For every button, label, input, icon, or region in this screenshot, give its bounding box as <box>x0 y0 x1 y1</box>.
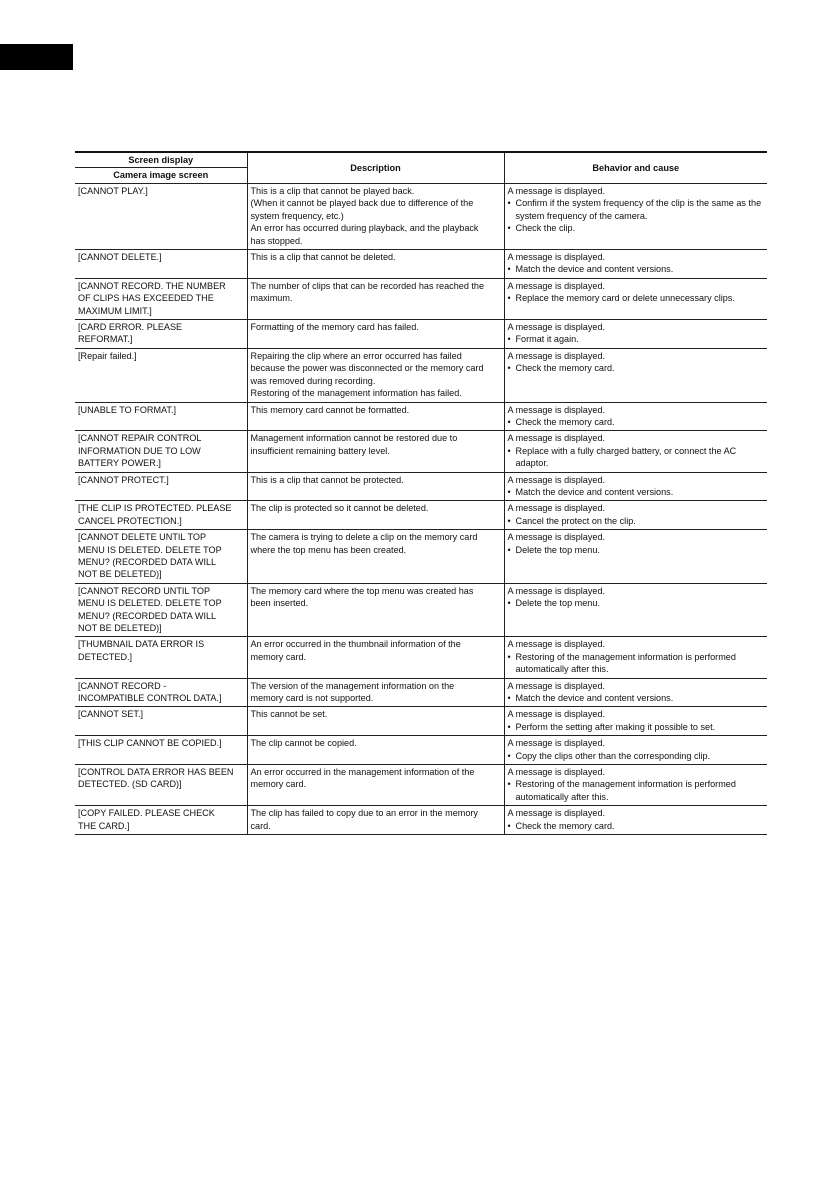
cause-bullet-item: • Copy the clips other than the corresponding clip. <box>508 750 765 762</box>
description-text: was removed during recording. <box>250 375 376 386</box>
description-text: memory card. <box>250 651 307 662</box>
description-text: Formatting of the memory card has failed. <box>250 322 419 333</box>
table-row <box>75 472 767 501</box>
table-row <box>75 530 767 584</box>
description-cell <box>247 583 504 637</box>
behavior-text: A message is displayed. <box>507 322 606 333</box>
screen-display-cell <box>75 530 247 584</box>
screen-display-text: CANCEL PROTECTION.] <box>78 515 182 526</box>
description-text: The clip has failed to copy due to an error in the memory <box>250 808 478 819</box>
screen-display-text: OF CLIPS HAS EXCEEDED THE <box>78 293 214 304</box>
table-row <box>75 278 767 319</box>
screen-display-cell <box>75 278 247 319</box>
screen-display-cell <box>75 678 247 707</box>
screen-display-text: DETECTED. (SD CARD)] <box>78 779 182 790</box>
behavior-text: A message is displayed. <box>507 709 606 720</box>
description-text: The version of the management information on the <box>250 680 455 691</box>
description-cell <box>247 184 504 250</box>
description-cell <box>247 278 504 319</box>
screen-display-cell <box>75 402 247 431</box>
cause-bullet-item: • Cancel the protect on the clip. <box>508 515 765 527</box>
table-row <box>75 348 767 402</box>
screen-display-cell <box>75 637 247 678</box>
description-text: been inserted. <box>250 598 309 609</box>
cause-bullet-item: • Perform the setting after making it possible to set. <box>508 721 765 733</box>
description-text: An error occurred in the thumbnail information of the <box>250 639 461 650</box>
screen-display-cell <box>75 707 247 736</box>
behavior-text: A message is displayed. <box>507 532 606 543</box>
screen-display-text: [CANNOT RECORD UNTIL TOP <box>78 585 211 596</box>
cause-bullet-item: • Restoring of the management information is performed automatically after this. <box>508 651 765 676</box>
description-cell <box>247 348 504 402</box>
description-cell <box>247 530 504 584</box>
behavior-text: A message is displayed. <box>507 767 606 778</box>
description-cell <box>247 765 504 806</box>
description-text: An error has occurred during playback, and the playback <box>250 223 479 234</box>
cause-bullet-item: • Match the device and content versions. <box>508 263 765 275</box>
header-camera-image-screen: Camera image screen <box>75 168 247 184</box>
cause-bullet-item: • Format it again. <box>508 333 765 345</box>
cause-bullet-item: • Confirm if the system frequency of the clip is the same as the system frequency of the camera. <box>508 197 765 222</box>
section-tab-marker <box>0 44 73 70</box>
screen-display-text: MAXIMUM LIMIT.] <box>78 305 152 316</box>
description-text: This cannot be set. <box>250 709 328 720</box>
screen-display-text: [THIS CLIP CANNOT BE COPIED.] <box>78 738 222 749</box>
behavior-cell <box>504 402 767 431</box>
description-text: card. <box>250 820 271 831</box>
screen-display-text: [CANNOT DELETE UNTIL TOP <box>78 532 207 543</box>
table-row <box>75 501 767 530</box>
description-text: The clip is protected so it cannot be deleted. <box>250 503 429 514</box>
header-behavior-and-cause: Behavior and cause <box>504 152 767 184</box>
description-text: maximum. <box>250 293 293 304</box>
behavior-cell <box>504 320 767 349</box>
cause-bullet-item: • Check the memory card. <box>508 416 765 428</box>
screen-display-text: MENU? (RECORDED DATA WILL <box>78 610 217 621</box>
description-text: Management information cannot be restored due to <box>250 433 458 444</box>
screen-display-text: INCOMPATIBLE CONTROL DATA.] <box>78 693 222 704</box>
header-description: Description <box>247 152 504 184</box>
description-text: This memory card cannot be formatted. <box>250 404 410 415</box>
description-cell <box>247 402 504 431</box>
table-row <box>75 402 767 431</box>
description-cell <box>247 501 504 530</box>
description-cell <box>247 637 504 678</box>
behavior-text: A message is displayed. <box>507 639 606 650</box>
table-row <box>75 707 767 736</box>
table-row <box>75 637 767 678</box>
behavior-cell <box>504 736 767 765</box>
behavior-text: A message is displayed. <box>507 680 606 691</box>
screen-display-text: [CARD ERROR. PLEASE <box>78 322 183 333</box>
behavior-cell <box>504 501 767 530</box>
description-cell <box>247 736 504 765</box>
behavior-text: A message is displayed. <box>507 433 606 444</box>
description-cell <box>247 250 504 279</box>
description-text: memory card is not supported. <box>250 693 374 704</box>
description-text: This is a clip that cannot be deleted. <box>250 252 396 263</box>
behavior-text: A message is displayed. <box>507 350 606 361</box>
table-row <box>75 806 767 835</box>
cause-bullet-item: • Check the memory card. <box>508 362 765 374</box>
behavior-cell <box>504 583 767 637</box>
description-text: The clip cannot be copied. <box>250 738 357 749</box>
description-text: where the top menu has been created. <box>250 544 407 555</box>
screen-display-text: [THE CLIP IS PROTECTED. PLEASE <box>78 503 232 514</box>
cause-bullet-item: • Replace the memory card or delete unnecessary clips. <box>508 292 765 304</box>
description-text: The number of clips that can be recorded has reached the <box>250 280 485 291</box>
screen-display-text: MENU IS DELETED. DELETE TOP <box>78 598 222 609</box>
screen-display-text: [CANNOT DELETE.] <box>78 252 162 263</box>
screen-display-text: THE CARD.] <box>78 820 130 831</box>
screen-display-text: INFORMATION DUE TO LOW <box>78 445 201 456</box>
screen-display-text: MENU? (RECORDED DATA WILL <box>78 556 217 567</box>
screen-display-text: [CANNOT SET.] <box>78 709 144 720</box>
behavior-text: A message is displayed. <box>507 280 606 291</box>
behavior-cell <box>504 278 767 319</box>
behavior-cell <box>504 472 767 501</box>
screen-display-cell <box>75 348 247 402</box>
cause-bullet-item: • Replace with a fully charged battery, or connect the AC adaptor. <box>508 445 765 470</box>
behavior-cell <box>504 431 767 472</box>
cause-bullet-item: • Match the device and content versions. <box>508 486 765 498</box>
screen-display-text: [CANNOT RECORD - <box>78 680 167 691</box>
error-message-table-container <box>75 151 767 835</box>
screen-display-text: REFORMAT.] <box>78 334 133 345</box>
behavior-cell <box>504 678 767 707</box>
cause-bullet-item: • Check the clip. <box>508 222 765 234</box>
description-text: Restoring of the management information has failed. <box>250 388 462 399</box>
cause-bullet-item: • Match the device and content versions. <box>508 692 765 704</box>
table-header <box>75 152 767 184</box>
screen-display-cell <box>75 765 247 806</box>
table-row <box>75 184 767 250</box>
screen-display-text: [UNABLE TO FORMAT.] <box>78 404 177 415</box>
screen-display-cell <box>75 806 247 835</box>
description-cell <box>247 806 504 835</box>
description-text: This is a clip that cannot be played back. <box>250 186 415 196</box>
screen-display-text: [THUMBNAIL DATA ERROR IS <box>78 639 205 650</box>
description-text: The camera is trying to delete a clip on the memory card <box>250 532 478 543</box>
behavior-cell <box>504 806 767 835</box>
screen-display-text: MENU IS DELETED. DELETE TOP <box>78 544 222 555</box>
cause-bullet-item: • Check the memory card. <box>508 820 765 832</box>
description-cell <box>247 472 504 501</box>
table-body <box>75 184 767 835</box>
description-cell <box>247 707 504 736</box>
behavior-text: A message is displayed. <box>507 474 606 485</box>
screen-display-cell <box>75 501 247 530</box>
screen-display-text: [CANNOT REPAIR CONTROL <box>78 433 202 444</box>
description-text: The memory card where the top menu was created has <box>250 585 474 596</box>
behavior-text: A message is displayed. <box>507 585 606 596</box>
screen-display-text: [CANNOT PROTECT.] <box>78 474 169 485</box>
table-row <box>75 736 767 765</box>
header-screen-display: Screen display <box>75 152 247 168</box>
table-row <box>75 765 767 806</box>
behavior-text: A message is displayed. <box>507 808 606 819</box>
behavior-text: A message is displayed. <box>507 252 606 263</box>
behavior-cell <box>504 184 767 250</box>
behavior-text: A message is displayed. <box>507 404 606 415</box>
screen-display-text: [COPY FAILED. PLEASE CHECK <box>78 808 215 819</box>
description-text: (When it cannot be played back due to difference of the <box>250 198 474 209</box>
table-row <box>75 431 767 472</box>
description-cell <box>247 431 504 472</box>
table-row <box>75 250 767 279</box>
behavior-cell <box>504 765 767 806</box>
screen-display-cell <box>75 184 247 250</box>
table-row <box>75 583 767 637</box>
description-cell <box>247 678 504 707</box>
behavior-text: A message is displayed. <box>507 738 606 749</box>
cause-bullet-item: • Delete the top menu. <box>508 597 765 609</box>
behavior-cell <box>504 348 767 402</box>
screen-display-text: [CANNOT RECORD. THE NUMBER <box>78 280 226 291</box>
table-row <box>75 320 767 349</box>
screen-display-cell <box>75 431 247 472</box>
behavior-cell <box>504 250 767 279</box>
description-text: because the power was disconnected or the memory card <box>250 363 484 374</box>
screen-display-cell <box>75 250 247 279</box>
screen-display-cell <box>75 320 247 349</box>
behavior-cell <box>504 637 767 678</box>
description-text: This is a clip that cannot be protected. <box>250 474 404 485</box>
behavior-text: A message is displayed. <box>507 186 606 196</box>
screen-display-text: BATTERY POWER.] <box>78 458 161 469</box>
cause-bullet-item: • Restoring of the management information is performed automatically after this. <box>508 778 765 803</box>
description-text: memory card. <box>250 779 307 790</box>
table-row <box>75 678 767 707</box>
screen-display-text: DETECTED.] <box>78 651 133 662</box>
description-text: An error occurred in the management information of the <box>250 767 475 778</box>
screen-display-text: NOT BE DELETED)] <box>78 569 162 580</box>
screen-display-text: NOT BE DELETED)] <box>78 623 162 633</box>
behavior-cell <box>504 707 767 736</box>
description-text: has stopped. <box>250 235 303 246</box>
description-text: Repairing the clip where an error occurred has failed <box>250 350 462 361</box>
behavior-text: A message is displayed. <box>507 503 606 514</box>
screen-display-cell <box>75 583 247 637</box>
error-message-table <box>75 151 767 835</box>
cause-bullet-item: • Delete the top menu. <box>508 544 765 556</box>
screen-display-text: [Repair failed.] <box>78 350 137 361</box>
description-text: insufficient remaining battery level. <box>250 445 390 456</box>
description-cell <box>247 320 504 349</box>
behavior-cell <box>504 530 767 584</box>
description-text: system frequency, etc.) <box>250 210 344 221</box>
screen-display-text: [CANNOT PLAY.] <box>78 186 148 196</box>
screen-display-cell <box>75 736 247 765</box>
screen-display-text: [CONTROL DATA ERROR HAS BEEN <box>78 767 234 778</box>
screen-display-cell <box>75 472 247 501</box>
